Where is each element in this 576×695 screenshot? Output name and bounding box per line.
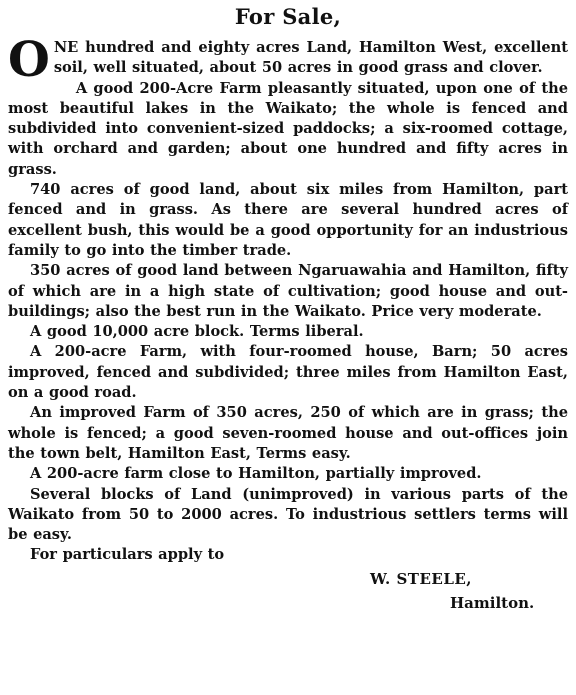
paragraph-apply: For particulars apply to — [30, 546, 225, 564]
lead-word: NE — [53, 39, 79, 56]
paragraph-improved-farm-350: An improved Farm of 350 acres, 250 of which are in grass; the whole is fenced; a good seven-roomed house and out-offices join the town belt, Hamilton East, Terms easy. — [8, 404, 568, 462]
paragraph-text: hundred and eighty acres Land, Hamilton West, excellent soil, well situated, about 50 acres in good grass and clover. — [53, 39, 568, 77]
paragraph-lake-farm: A good 200-Acre Farm pleasantly situated, upon one of the most beautiful lakes in the Waikato; the whole is fenced and subdivided into convenient-sized paddocks; a six-roomed cottage, with orchard and garden; about one hundred and fifty acres in grass. — [8, 79, 568, 178]
paragraph-200-acre-close: A 200-acre farm close to Hamilton, partially improved. — [30, 465, 482, 483]
paragraph-200-acre-farm-barn: A 200-acre Farm, with four-roomed house, Barn; 50 acres improved, fenced and subdivided; three miles from Hamilton East, on a good road. — [8, 343, 568, 402]
paragraph-740-acres: 740 acres of good land, about six miles from Hamilton, part fenced and in grass. As there are several hundred acres of excellent bush, this would be a good opportunity for an industrious family to go into the timber trade. — [8, 181, 568, 259]
paragraph-hamilton-west — [8, 32, 568, 88]
paragraph-350-acres-ngaruawahia: 350 acres of good land between Ngaruawahia and Hamilton, fifty of which are in a high state of cultivation; good house and out-buildings; also the best run in the Waikato. Price very moderate. — [8, 262, 568, 320]
signature-block — [8, 566, 568, 626]
drop-cap: O — [8, 32, 50, 88]
advert-title: For Sale, — [234, 4, 342, 29]
signature-place: Hamilton. — [450, 593, 535, 612]
paragraph-several-blocks: Several blocks of Land (unimproved) in various parts of the Waikato from 50 to 2000 acres. To industrious settlers terms will be easy. — [8, 485, 568, 544]
signature-name: W. STEELE, — [370, 569, 473, 588]
paragraph-10000-acre-block: A good 10,000 acre block. Terms liberal. — [30, 323, 364, 341]
